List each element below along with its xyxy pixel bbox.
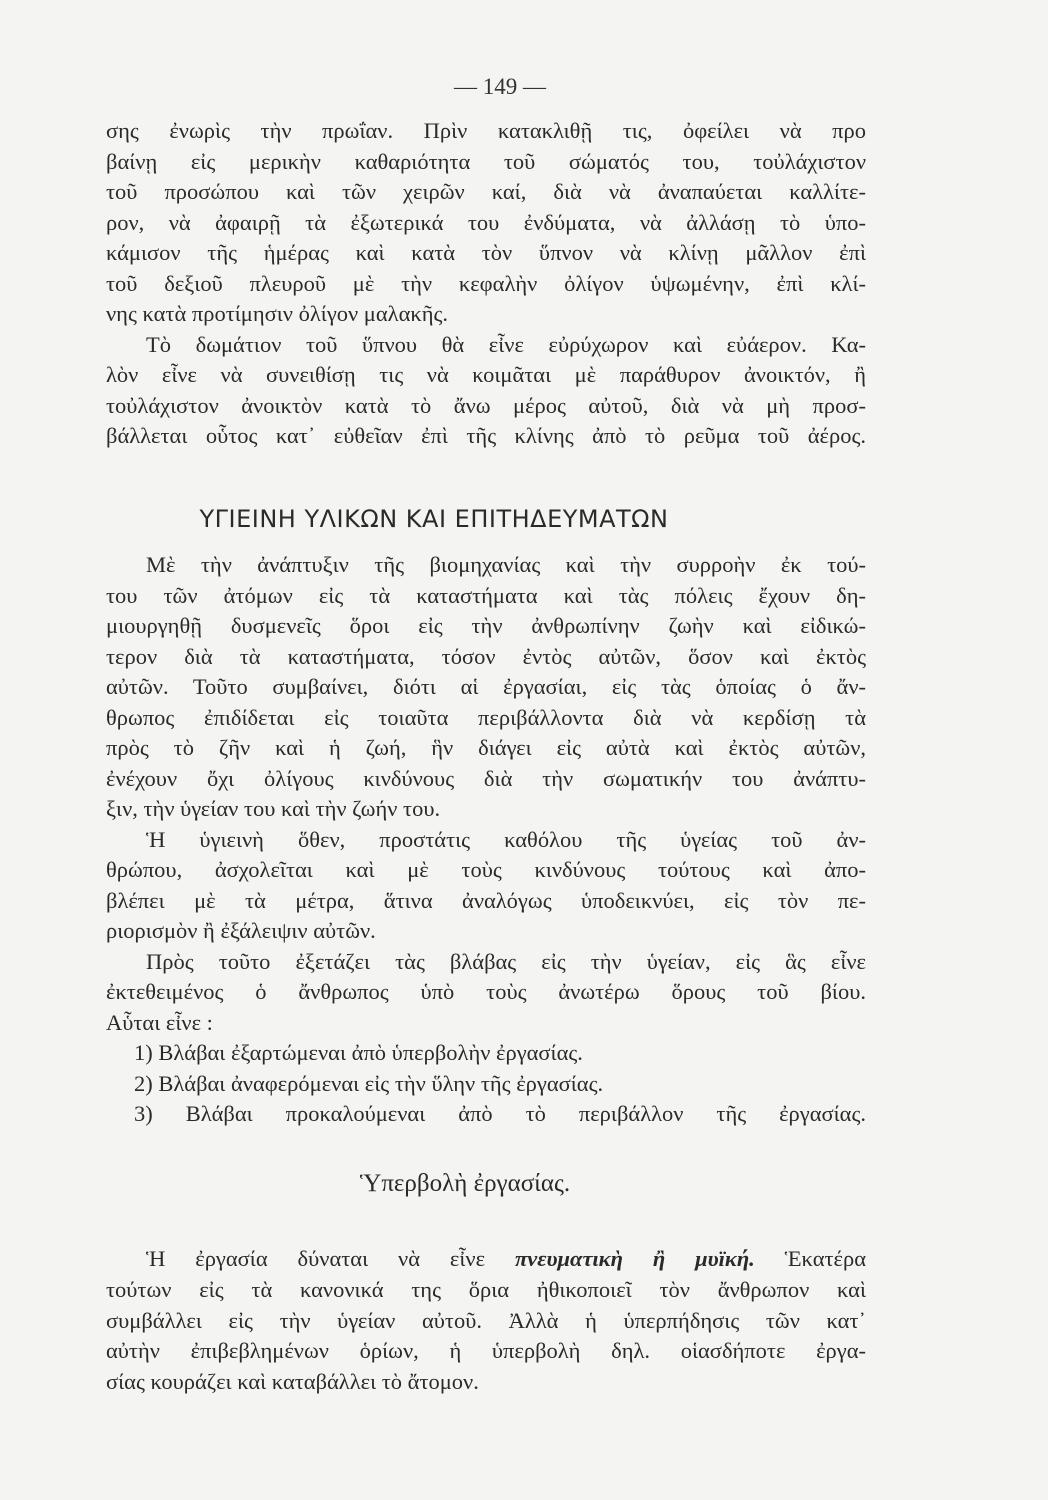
- paragraph-line: Μὲ τὴν ἀνάπτυξιν τῆς βιομηχανίας καὶ τὴν συρροὴν ἐκ τού-: [146, 552, 866, 577]
- paragraph-line: πρὸς τὸ ζῆν καὶ ἡ ζωή, ἣν διάγει εἰς αὐτὰ καὶ ἐκτὸς αὐτῶν,: [106, 735, 866, 760]
- paragraph-line: ἐκτεθειμένος ὁ ἄνθρωπος ὑπὸ τοὺς ἀνωτέρω ὅρους τοῦ βίου.: [106, 979, 866, 1004]
- paragraph-line: του τῶν ἀτόμων εἰς τὰ καταστήματα καὶ τὰς πόλεις ἔχουν δη-: [106, 582, 866, 608]
- paragraph-line: τοῦ δεξιοῦ πλευροῦ μὲ τὴν κεφαλὴν ὀλίγον ὑψωμένην, ἐπὶ κλί-: [106, 270, 866, 296]
- paragraph-line: κάμισον τῆς ἡμέρας καὶ κατὰ τὸν ὕπνον νὰ κλίνῃ μᾶλλον ἐπὶ: [106, 240, 866, 265]
- paragraph-line: βάλλεται οὗτος κατ᾿ εὐθεῖαν ἐπὶ τῆς κλίνης ἀπὸ τὸ ρεῦμα τοῦ ἀέρος.: [106, 423, 866, 448]
- paragraph-line: αὐτὴν ἐπιβεβλημένων ὁρίων, ἡ ὑπερβολὴ δηλ. οἱασδήποτε ἐργα-: [106, 1338, 866, 1363]
- paragraph-line: βλέπει μὲ τὰ μέτρα, ἅτινα ἀναλόγως ὑποδεικνύει, εἰς τὸν πε-: [106, 887, 866, 913]
- paragraph-line: νης κατὰ προτίμησιν ὀλίγον μαλακῆς.: [106, 301, 448, 326]
- paragraph-line: θρωπος ἐπιδίδεται εἰς τοιαῦτα περιβάλλοντα διὰ νὰ κερδίσῃ τὰ: [106, 704, 866, 730]
- paragraph-line: 1) Βλάβαι ἐξαρτώμεναι ἀπὸ ὑπερβολὴν ἐργασίας.: [134, 1040, 583, 1065]
- paragraph-line: ριορισμὸν ἢ ἐξάλειψιν αὐτῶν.: [106, 918, 376, 943]
- paragraph-line: 3) Βλάβαι προκαλούμεναι ἀπὸ τὸ περιβάλλον τῆς ἐργασίας.: [134, 1101, 866, 1126]
- paragraph-line: [106, 1245, 866, 1273]
- emphasis-text: πνευματικὴ ἢ μυϊκή.: [514, 1246, 755, 1271]
- paragraph-line: Ἡ ὑγιεινὴ ὅθεν, προστάτις καθόλου τῆς ὑγείας τοῦ ἀν-: [146, 826, 866, 852]
- page-number: — 149 —: [454, 74, 546, 99]
- paragraph-line: Αὗται εἶνε :: [106, 1009, 213, 1035]
- section-heading: ΥΓΙΕΙΝΗ ΥΛΙΚΩΝ ΚΑΙ ΕΠΙΤΗΔΕΥΜΑΤΩΝ: [199, 505, 669, 533]
- paragraph-line: τούτων εἰς τὰ κανονικά της ὅρια ἠθικοποιεῖ τὸν ἄνθρωπον καὶ: [106, 1277, 866, 1302]
- paragraph-line: τοῦ προσώπου καὶ τῶν χειρῶν καί, διὰ νὰ ἀναπαύεται καλλίτε-: [106, 179, 866, 204]
- paragraph-line: σίας κουράζει καὶ καταβάλλει τὸ ἄτομον.: [106, 1368, 479, 1394]
- paragraph-line: ξιν, τὴν ὑγείαν του καὶ τὴν ζωήν του.: [106, 796, 441, 821]
- paragraph-line: τερον διὰ τὰ καταστήματα, τόσον ἐντὸς αὐτῶν, ὅσον καὶ ἐκτὸς: [106, 643, 866, 669]
- paragraph-line: 2) Βλάβαι ἀναφερόμεναι εἰς τὴν ὕλην τῆς ἐργασίας.: [134, 1070, 604, 1096]
- paragraph-line: Τὸ δωμάτιον τοῦ ὕπνου θὰ εἶνε εὐρύχωρον καὶ εὐάερον. Κα-: [146, 331, 866, 357]
- paragraph-line: ἐνέχουν ὄχι ὀλίγους κινδύνους διὰ τὴν σωματικήν του ἀνάπτυ-: [106, 765, 866, 791]
- subsection-heading: Ὑπερβολὴ ἐργασίας.: [359, 1170, 571, 1197]
- paragraph-line: Πρὸς τοῦτο ἐξετάζει τὰς βλάβας εἰς τὴν ὑγείαν, εἰς ἃς εἶνε: [146, 948, 866, 974]
- paragraph-line: βαίνῃ εἰς μερικὴν καθαριότητα τοῦ σώματός του, τοὐλάχιστον: [106, 148, 866, 174]
- line-text: Ἡ ἐργασία δύναται νὰ εἶνε: [146, 1246, 515, 1271]
- line-text: Ἑκατέρα: [754, 1246, 866, 1271]
- paragraph-line: θρώπου, ἀσχολεῖται καὶ μὲ τοὺς κινδύνους τούτους καὶ ἀπο-: [106, 857, 866, 882]
- paragraph-line: συμβάλλει εἰς τὴν ὑγείαν αὐτοῦ. Ἀλλὰ ἡ ὑπερπήδησις τῶν κατ᾿: [106, 1307, 866, 1333]
- paragraph-line: αὐτῶν. Τοῦτο συμβαίνει, διότι αἱ ἐργασίαι, εἰς τὰς ὁποίας ὁ ἄν-: [106, 674, 866, 699]
- paragraph-line: τοὐλάχιστον ἀνοικτὸν κατὰ τὸ ἄνω μέρος αὐτοῦ, διὰ νὰ μὴ προσ-: [106, 392, 866, 418]
- paragraph-line: μιουργηθῇ δυσμενεῖς ὅροι εἰς τὴν ἀνθρωπίνην ζωὴν καὶ εἰδικώ-: [106, 613, 866, 638]
- paragraph-line: σης ἐνωρὶς τὴν πρωΐαν. Πρὶν κατακλιθῇ τις, ὀφείλει νὰ προ: [106, 118, 866, 143]
- paragraph-line: λὸν εἶνε νὰ συνειθίσῃ τις νὰ κοιμᾶται μὲ παράθυρον ἀνοικτόν, ἢ: [106, 362, 866, 387]
- paragraph-line: ρον, νὰ ἀφαιρῇ τὰ ἐξωτερικά του ἐνδύματα, νὰ ἀλλάσῃ τὸ ὑπο-: [106, 209, 866, 235]
